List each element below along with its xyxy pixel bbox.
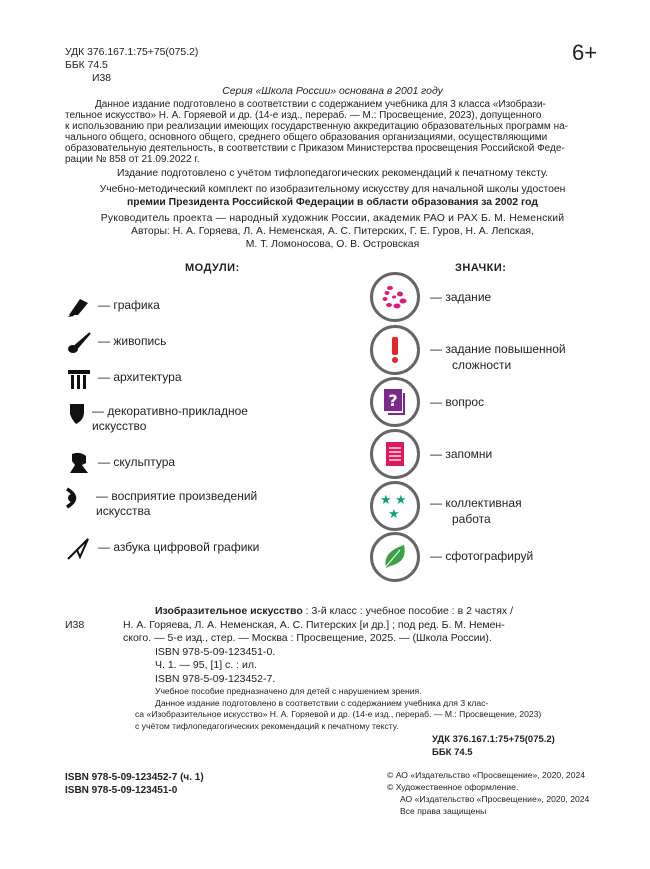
intro-line: чального общего, основного общего, среднего общего образования организациями, осуществляющими [65, 132, 548, 143]
catalog-code: И38 [65, 619, 85, 631]
catalog-title [155, 605, 598, 619]
eye-icon [64, 486, 90, 510]
age-rating: 6+ [572, 40, 598, 65]
brush-graphics-icon [66, 295, 92, 319]
badge-remember [370, 429, 420, 479]
bust-icon [66, 451, 92, 475]
catalog-card [123, 605, 598, 732]
stars-icon [380, 491, 410, 521]
badge-label: работа [452, 512, 491, 526]
vase-icon [64, 402, 90, 426]
question-icon [380, 387, 410, 417]
catalog-bbk: ББК 74.5 [432, 747, 473, 758]
module-label: — графика [98, 298, 160, 312]
exclamation-icon [380, 335, 410, 365]
catalog-line: Н. А. Горяева, Л. А. Неменская, А. С. Питерских [и др.] ; под ред. Б. М. Немен- [123, 618, 505, 631]
intro-line: образовательную деятельность, в соответствии с Приказом Министерства просвещения Российской Феде- [65, 143, 565, 154]
paper-plane-icon [66, 537, 92, 561]
intro-line: рации № 858 от 21.09.2022 г. [65, 154, 200, 165]
catalog-note: са «Изобразительное искусство» Н. А. Горяевой и др. (14-е изд., перераб. — М.: Просвещение, 2023) [135, 709, 542, 719]
intro-line: тельное искусство» Н. А. Горяевой и др. (14-е изд., перераб. — М.: Просвещение, 2023), допущенного [65, 110, 542, 121]
footer-isbn-set: ISBN 978-5-09-123451-0 [65, 785, 178, 796]
award-bold: премии Президента Российской Федерации в области образования за 2002 год [127, 197, 538, 208]
column-icon [66, 367, 92, 391]
module-label: — декоративно-прикладное искусство [92, 404, 248, 433]
intro-line: Данное издание подготовлено в соответствии с содержанием учебника для 3 класса «Изобрази- [95, 99, 546, 110]
tiflo: Издание подготовлено с учётом тифлопедагогических рекомендаций к печатному тексту. [116, 168, 549, 179]
catalog-note: с учётом тифлопедагогических рекомендаций к печатному тексту. [135, 720, 399, 731]
badge-label: — вопрос [430, 395, 485, 409]
series: Серия «Школа России» основана в 2001 году [222, 86, 443, 97]
title-rest: : 3-й класс : учебное пособие : в 2 частях / [302, 605, 514, 617]
badge-label: — сфотографируй [430, 549, 534, 563]
footer-isbn-part: ISBN 978-5-09-123452-7 (ч. 1) [65, 772, 204, 783]
authors: Авторы: Н. А. Горяева, Л. А. Неменская, А. С. Питерских, Г. Е. Гуров, Н. А. Лепская, [131, 226, 534, 237]
catalog-part: Ч. 1. — 95, [1] с. : ил. [155, 659, 257, 671]
module-label: — архитектура [98, 370, 182, 384]
catalog-isbn: ISBN 978-5-09-123452-7. [155, 672, 276, 685]
award-line: Учебно-методический комплект по изобразительному искусству для начальной школы удостоен [99, 184, 566, 195]
badge-label: сложности [452, 358, 512, 372]
catalog-udk: УДК 376.167.1:75+75(075.2) [432, 734, 555, 745]
leaf-icon [380, 542, 410, 572]
badge-task [370, 272, 420, 322]
badge-hard-task [370, 325, 420, 375]
leader: Руководитель проекта — народный художник России, академик РАО и РАХ Б. М. Неменский [100, 213, 565, 224]
svg-text:?: ? [388, 391, 398, 410]
svg-text:★: ★ [395, 493, 407, 508]
svg-text:★: ★ [380, 493, 392, 508]
copyright-1: © АО «Издательство «Просвещение», 2020, 2024 [387, 770, 586, 780]
module-label: — живопись [98, 334, 167, 348]
badges-title: ЗНАЧКИ: [455, 262, 507, 274]
badge-label: — запомни [430, 447, 493, 461]
book-title: Изобразительное искусство [155, 605, 303, 617]
authors-cont: М. Т. Ломоносова, О. В. Островская [245, 239, 420, 250]
catalog-isbn: ISBN 978-5-09-123451-0. [155, 645, 276, 658]
paintbrush-icon [66, 331, 92, 355]
udk: УДК 376.167.1:75+75(075.2) [65, 47, 199, 58]
badge-label: — задание [430, 290, 492, 304]
catalog-note: Учебное пособие предназначено для детей с нарушением зрения. [155, 686, 422, 696]
intro-line: к использованию при реализации имеющих государственную аккредитацию образовательных программ на- [65, 121, 569, 132]
catalog-line: ского. — 5-е изд., стер. — Москва : Просвещение, 2025. — (Школа России). [123, 632, 492, 644]
bbk: ББК 74.5 [65, 60, 108, 71]
badge-teamwork [370, 481, 420, 531]
rights-reserved: Все права защищены [400, 806, 487, 816]
module-label: — скульптура [98, 455, 176, 469]
modules-title: МОДУЛИ: [185, 262, 240, 274]
dots-task-icon [380, 282, 410, 312]
svg-text:★: ★ [388, 507, 400, 521]
code: И38 [92, 73, 112, 84]
intro [65, 99, 600, 165]
notepad-icon [380, 439, 410, 469]
module-label: — азбука цифровой графики [98, 540, 260, 554]
copyright-3: АО «Издательство «Просвещение», 2020, 2024 [400, 794, 590, 804]
badge-label: — коллективная [430, 496, 522, 510]
badge-question [370, 377, 420, 427]
catalog-note: Данное издание подготовлено в соответствии с содержанием учебника для 3 клас- [155, 697, 489, 708]
copyright-2: © Художественное оформление. [387, 782, 519, 792]
module-label: — восприятие произведений искусства [96, 489, 258, 518]
badge-label: — задание повышенной [430, 342, 566, 356]
badge-photo [370, 532, 420, 582]
